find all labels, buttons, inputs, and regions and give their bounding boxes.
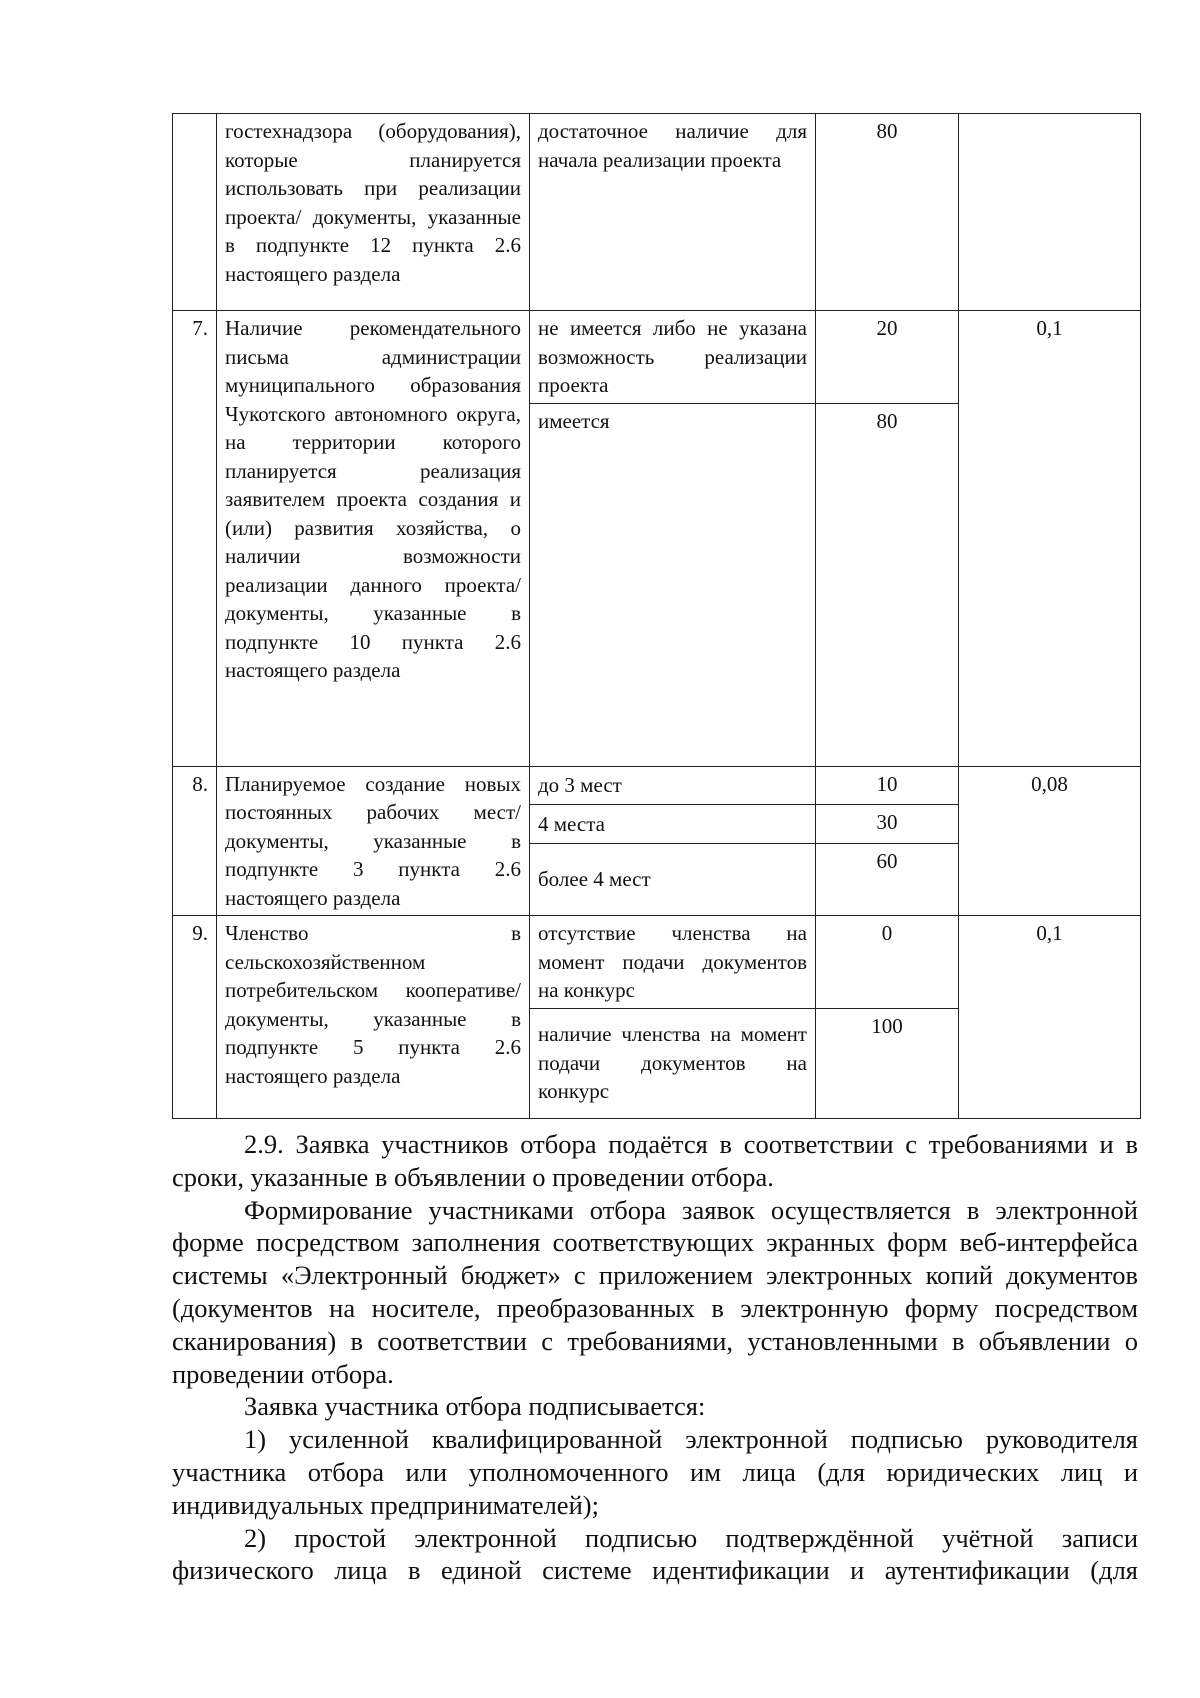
criterion-value: достаточное наличие для начала реализации проекта bbox=[530, 114, 816, 311]
table-row bbox=[173, 766, 1141, 805]
table-row bbox=[173, 311, 1141, 404]
table-row bbox=[173, 916, 1141, 1009]
criterion-text: Наличие рекомендательного письма администрации муниципального образования Чукотского автономного округа, на территории которого планируется реализация заявителем проекта создания и (или) развития хозяйства, о наличии возможности реализации данного проекта/ документы, указанные в подпункте 10 пункта 2.6 настоящего раздела bbox=[217, 311, 530, 767]
criterion-value: имеется bbox=[530, 403, 816, 766]
criterion-weight: 0,1 bbox=[959, 311, 1141, 767]
criterion-text: гостехнадзора (оборудования), которые планируется использовать при реализации проекта/ документы, указанные в подпункте 12 пункта 2.6 настоящего раздела bbox=[217, 114, 530, 311]
criterion-points: 100 bbox=[816, 1008, 959, 1118]
criteria-table bbox=[172, 113, 1141, 1119]
criterion-text: Членство в сельскохозяйственном потребительском кооперативе/документы, указанные в подпункте 5 пункта 2.6 настоящего раздела bbox=[217, 916, 530, 1119]
paragraph: 2) простой электронной подписью подтверждённой учётной записи физического лица в единой системе идентификации и аутентификации (для bbox=[172, 1522, 1138, 1586]
row-number bbox=[173, 114, 217, 311]
criterion-weight bbox=[959, 114, 1141, 311]
criterion-value: наличие членства на момент подачи документов на конкурс bbox=[530, 1008, 816, 1118]
row-number: 9. bbox=[173, 916, 217, 1119]
body-text bbox=[172, 1128, 1138, 1587]
criterion-points: 80 bbox=[816, 403, 959, 766]
criterion-weight: 0,1 bbox=[959, 916, 1141, 1119]
criterion-points: 30 bbox=[816, 805, 959, 844]
paragraph: Заявка участника отбора подписывается: bbox=[244, 1391, 706, 1422]
criterion-value: до 3 мест bbox=[530, 766, 816, 805]
row-number: 7. bbox=[173, 311, 217, 767]
paragraph: 2.9. Заявка участников отбора подаётся в соответствии с требованиями и в сроки, указанные в объявлении о проведении отбора. bbox=[172, 1129, 1138, 1192]
row-number: 8. bbox=[173, 766, 217, 916]
criterion-value: не имеется либо не указана возможность реализации проекта bbox=[530, 311, 816, 404]
criterion-text: Планируемое создание новых постоянных рабочих мест/документы, указанные в подпункте 3 пункта 2.6 настоящего раздела bbox=[217, 766, 530, 916]
table-row bbox=[173, 114, 1141, 311]
criterion-points: 20 bbox=[816, 311, 959, 404]
paragraph: 1) усиленной квалифицированной электронной подписью руководителя участника отбора или уполномоченного им лица (для юридических лиц и индивидуальных предпринимателей); bbox=[172, 1424, 1138, 1520]
criterion-value: более 4 мест bbox=[530, 844, 816, 916]
criterion-points: 60 bbox=[816, 844, 959, 916]
paragraph: Формирование участниками отбора заявок осуществляется в электронной форме посредством заполнения соответствующих экранных форм веб-интерфейса системы «Электронный бюджет» с приложением электронных копий документов (документов на носителе, преобразованных в электронную форму посредством сканирования) в соответствии с требованиями, установленными в объявлении о проведении отбора. bbox=[172, 1194, 1138, 1389]
criterion-points: 80 bbox=[816, 114, 959, 311]
criterion-points: 10 bbox=[816, 766, 959, 805]
criterion-weight: 0,08 bbox=[959, 766, 1141, 916]
criterion-value: отсутствие членства на момент подачи документов на конкурс bbox=[530, 916, 816, 1009]
criterion-value: 4 места bbox=[530, 805, 816, 844]
criterion-points: 0 bbox=[816, 916, 959, 1009]
